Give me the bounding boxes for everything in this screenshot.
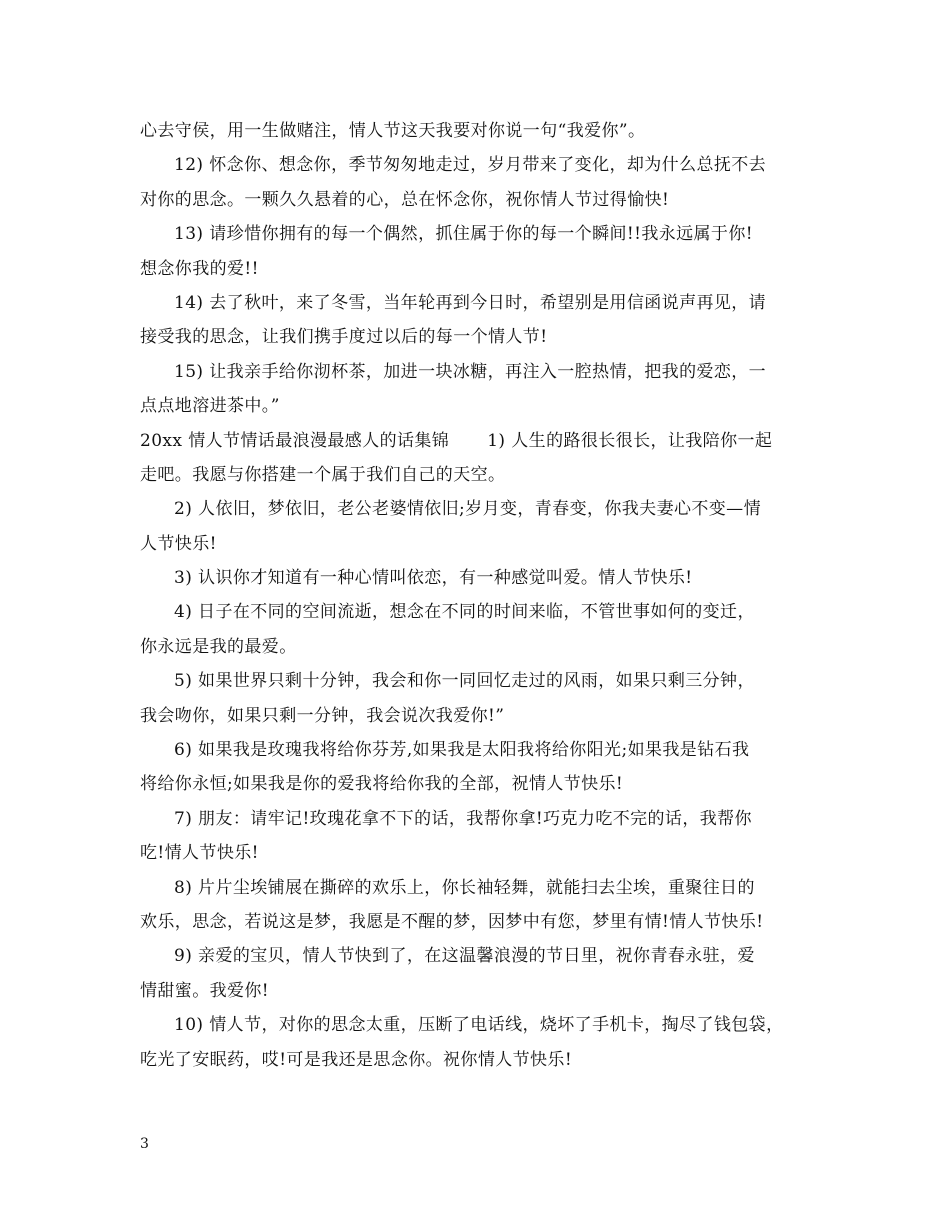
paragraph-line: 我会吻你，如果只剩一分钟，我会说次我爱你!” — [140, 705, 505, 726]
paragraph-line: 你永远是我的最爱。 — [140, 636, 297, 657]
paragraph-line: 将给你永恒;如果我是你的爱我将给你我的全部，祝情人节快乐! — [140, 774, 624, 795]
paragraph-line: 7) 朋友：请牢记!玫瑰花拿不下的话，我帮你拿!巧克力吃不完的话，我帮你 — [174, 808, 752, 829]
paragraph-line: 6) 如果我是玫瑰我将给你芬芳,如果我是太阳我将给你阳光;如果我是钻石我 — [174, 740, 750, 761]
paragraph-line: 欢乐，思念，若说这是梦，我愿是不醒的梦，因梦中有您，梦里有情!情人节快乐! — [140, 911, 764, 932]
paragraph-line: 4) 日子在不同的空间流逝，想念在不同的时间来临，不管世事如何的变迁， — [174, 602, 755, 623]
paragraph-line: 吃!情人节快乐! — [140, 843, 259, 864]
section-heading: 20xx 情人节情话最浪漫最感人的话集锦 — [140, 430, 450, 451]
paragraph-line: 9) 亲爱的宝贝，情人节快到了，在这温馨浪漫的节日里，祝你青春永驻，爱 — [174, 946, 755, 967]
paragraph-line: 15) 让我亲手给你沏杯茶，加进一块冰糖，再注入一腔热情，把我的爱恋，一 — [174, 361, 767, 382]
paragraph-line: 对你的思念。一颗久久悬着的心，总在怀念你，祝你情人节过得愉快! — [140, 189, 670, 210]
paragraph-line: 3) 认识你才知道有一种心情叫依恋，有一种感觉叫爱。情人节快乐! — [174, 568, 693, 589]
paragraph-line: 8) 片片尘埃铺展在撕碎的欢乐上，你长袖轻舞，就能扫去尘埃，重聚往日的 — [174, 877, 755, 898]
section-heading-line — [140, 424, 820, 458]
paragraph-line: 吃光了安眠药，哎!可是我还是思念你。祝你情人节快乐! — [140, 1049, 573, 1070]
paragraph-line: 10) 情人节，对你的思念太重，压断了电话线，烧坏了手机卡，掏尽了钱包袋， — [174, 1015, 784, 1036]
paragraph-line: 走吧。我愿与你搭建一个属于我们自己的天空。 — [140, 464, 506, 485]
paragraph-line: 点点地溶进茶中。” — [140, 396, 280, 417]
document-body — [140, 114, 820, 1077]
paragraph-line: 情甜蜜。我爱你! — [140, 980, 270, 1001]
paragraph-line: 13) 请珍惜你拥有的每一个偶然，抓住属于你的每一个瞬间!!我永远属于你! — [174, 224, 753, 245]
paragraph-line: 心去守侯，用一生做赌注，情人节这天我要对你说一句“我爱你”。 — [140, 121, 646, 141]
paragraph-line: 想念你我的爱!! — [140, 258, 259, 279]
page-number: 3 — [140, 1136, 149, 1152]
paragraph-line: 14) 去了秋叶，来了冬雪，当年轮再到今日时，希望别是用信函说声再见，请 — [174, 292, 767, 313]
paragraph-line: 5) 如果世界只剩十分钟，我会和你一同回忆走过的风雨，如果只剩三分钟， — [174, 671, 755, 692]
paragraph-line: 人节快乐! — [140, 533, 217, 554]
paragraph-line: 接受我的思念，让我们携手度过以后的每一个情人节! — [140, 327, 548, 348]
section-heading-tail: 1) 人生的路很长很长，让我陪你一起 — [487, 430, 773, 451]
paragraph-line: 2) 人依旧，梦依旧，老公老婆情依旧;岁月变，青春变，你我夫妻心不变—情 — [174, 499, 761, 520]
paragraph-line: 12) 怀念你、想念你，季节匆匆地走过，岁月带来了变化，却为什么总抚不去 — [174, 155, 767, 176]
